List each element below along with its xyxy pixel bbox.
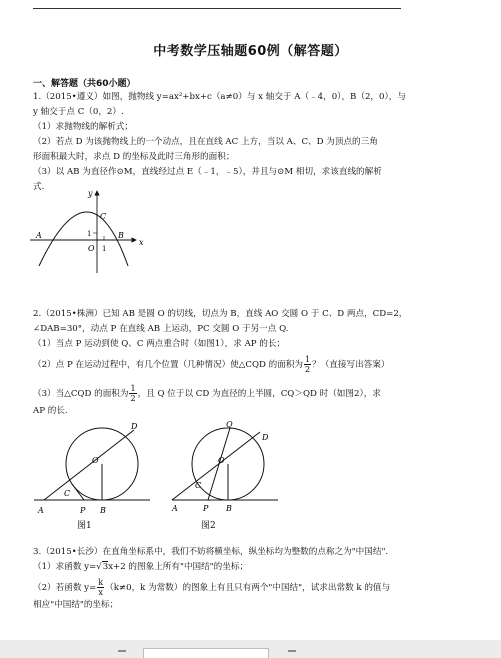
q1-part3b: 式. <box>33 182 45 192</box>
q3-part2-num: k <box>98 578 104 587</box>
q1-line2: y 轴交于点 C（0，2）. <box>33 107 124 117</box>
q2-part2 <box>33 355 418 374</box>
q2f2-label-d: D <box>262 433 269 442</box>
q3-part2-pre: （2）若函数 y= <box>33 583 97 593</box>
q3-part2 <box>33 578 418 597</box>
q2f2-line-ad <box>172 432 260 500</box>
q2f1-label-a: A <box>38 506 44 515</box>
q2-part2-post: ？（直接写出答案） <box>312 360 390 370</box>
q2f2-label-p: P <box>203 504 209 513</box>
q2f2-label-o: O <box>218 456 225 465</box>
q2-part3-den: 2 <box>130 394 136 403</box>
q2-part2-pre: （2）点 P 在运动过程中，有几个位置（几种情况）使△CQD 的面积为 <box>33 360 304 370</box>
viewer-next-indicator[interactable] <box>288 650 296 652</box>
q1-label-y: y <box>88 189 93 198</box>
q3-line1: 3.（2015•长沙）在直角坐标系中，我们不妨将横坐标，纵坐标均为整数的点称之为"中国结". <box>33 547 389 557</box>
q2f1-label-p: P <box>80 506 86 515</box>
q2f1-label-b: B <box>100 506 106 515</box>
q2f1-label-c: C <box>64 489 71 498</box>
q3-part2-den: x <box>98 588 103 597</box>
q1-label-a: A <box>36 231 42 240</box>
q2-figure-1 <box>30 418 170 518</box>
q2-part2-num: 1 <box>305 355 311 364</box>
viewer-prev-indicator[interactable] <box>118 650 126 652</box>
q1-parabola-curve <box>39 212 128 266</box>
q2-part2-fraction <box>304 355 311 374</box>
q2-line2: ∠DAB=30°，动点 P 在直线 AB 上运动，PC 交圆 O 于另一点 Q. <box>33 324 289 334</box>
q2-figure-1-caption: 图1 <box>77 521 92 531</box>
q2f1-line-pc <box>72 484 84 500</box>
q1-part2b: 形面积最大时，求点 D 的坐标及此时三角形的面积； <box>33 152 235 162</box>
q2-line1: 2.（2015•株洲）已知 AB 是圆 O 的切线，切点为 B，直线 AO 交圆 O 于 C、D 两点，CD=2， <box>33 309 408 319</box>
q2-part3-end: AP 的长. <box>33 406 68 416</box>
q2f2-label-a: A <box>172 504 178 513</box>
q2-part3-fraction <box>129 384 136 403</box>
q3-part2-fraction <box>97 578 104 597</box>
q1-label-one-y: 1 <box>87 230 92 238</box>
q3-part2-post: （k≠0，k 为常数）的图象上有且只有两个"中国结"，试求出常数 k 的值与 <box>105 583 391 593</box>
q2f1-label-o: O <box>92 456 99 465</box>
q1-label-c: C <box>100 212 107 221</box>
q2f2-label-b: B <box>226 504 232 513</box>
page-title: 中考数学压轴题60例（解答题） <box>153 44 348 59</box>
q1-part1: （1）求抛物线的解析式； <box>33 122 133 132</box>
q2-part3-pre: （3）当△CQD 的面积为 <box>33 389 129 399</box>
q2f1-line-ad <box>44 430 134 500</box>
header-rule <box>33 8 401 9</box>
q2f2-label-c: C <box>195 481 202 490</box>
q1-line1: 1.（2015•遵义）如图，抛物线 y=ax²+bx+c（a≠0）与 x 轴交于 A（﹣4，0），B（2，0），与 <box>33 92 406 102</box>
q2-part3 <box>33 384 418 403</box>
q2-part1: （1）当点 P 运动到使 Q、C 两点重合时（如图1），求 AP 的长； <box>33 339 286 349</box>
q2-figure-2-caption: 图2 <box>201 521 216 531</box>
q2-part3-num: 1 <box>130 384 136 393</box>
section-heading: 一、解答题（共60小题） <box>33 79 136 89</box>
q1-label-o: O <box>88 244 95 253</box>
q3-part1 <box>33 560 418 575</box>
q2f1-label-d: D <box>131 422 138 431</box>
q1-label-b: B <box>118 231 124 240</box>
q1-label-x: x <box>139 238 144 247</box>
q3-part1-radicand: 3 <box>102 562 109 572</box>
q2-part2-den: 2 <box>305 365 311 374</box>
q1-part3a: （3）以 AB 为直径作⊙M，直线经过点 E（﹣1，﹣5），并且与⊙M 相切，求该直线的解析 <box>33 167 382 177</box>
q2f2-label-q: Q <box>226 420 233 429</box>
q1-label-one-x: 1 <box>102 245 107 253</box>
q1-part2a: （2）若点 D 为该抛物线上的一个动点，且在直线 AC 上方，当以 A、C、D 为顶点的三角 <box>33 137 378 147</box>
q3-sqrt-sign: √ <box>96 562 102 572</box>
q1-parabola-figure <box>30 188 150 278</box>
q2-part3-post: ，且 Q 位于以 CD 为直径的上半圆，CQ＞QD 时（如图2），求 <box>137 389 381 399</box>
q2-figure-2 <box>168 418 308 518</box>
q3-part1-pre: （1）求函数 y= <box>33 562 97 572</box>
q3-part2-end: 相应"中国结"的坐标； <box>33 600 119 610</box>
q3-part1-post: x+2 的图象上所有"中国结"的坐标； <box>108 562 249 572</box>
